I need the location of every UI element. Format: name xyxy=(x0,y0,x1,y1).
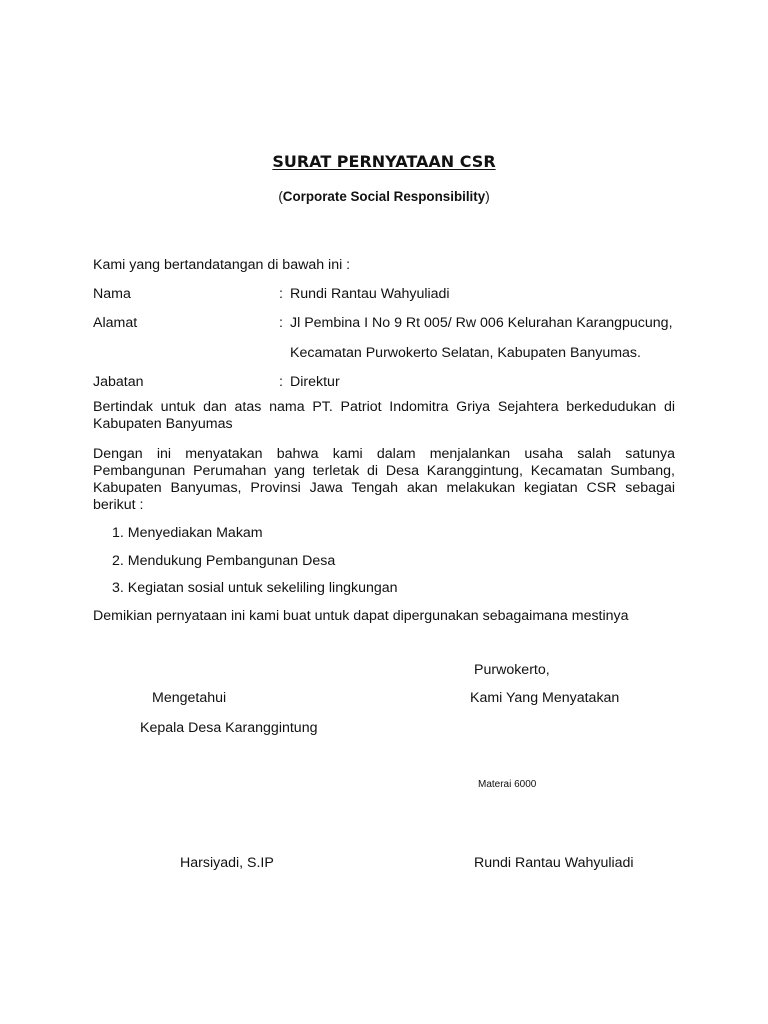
subtitle-text: Corporate Social Responsibility xyxy=(282,189,486,204)
page-title: SURAT PERNYATAAN CSR xyxy=(272,152,496,171)
left-signatory-name: Harsiyadi, S.IP xyxy=(180,855,274,871)
paragraph-pernyataan: Dengan ini menyatakan bahwa kami dalam menjalankan usaha salah satunya Pembangunan Perumahan yang terletak di Desa Karanggintung, Kecamatan Sumbang, Kabupaten Banyumas, Provinsi Jawa Tengah akan melakukan kegiatan CSR sebagai berikut : xyxy=(93,446,675,513)
right-signatory-name: Rundi Rantau Wahyuliadi xyxy=(474,855,634,871)
jabatan-label: Jabatan xyxy=(93,374,144,390)
stamp-note: Materai 6000 xyxy=(478,779,537,790)
right-signature-heading: Kami Yang Menyatakan xyxy=(470,690,620,706)
signature-place: Purwokerto, xyxy=(474,662,550,678)
left-signature-title: Kepala Desa Karanggintung xyxy=(140,720,318,736)
jabatan-value: Direktur xyxy=(290,374,340,390)
alamat-label: Alamat xyxy=(93,315,138,331)
paragraph-bertindak: Bertindak untuk dan atas nama PT. Patriot Indomitra Griya Sejahtera berkedudukan di Kabupaten Banyumas xyxy=(93,399,675,432)
list-item: 1. Menyediakan Makam xyxy=(112,525,263,541)
list-item: 2. Mendukung Pembangunan Desa xyxy=(112,553,336,569)
page-subtitle xyxy=(0,189,768,204)
alamat-line-2: Kecamatan Purwokerto Selatan, Kabupaten Banyumas. xyxy=(290,345,641,361)
intro-text: Kami yang bertandatangan di bawah ini : xyxy=(93,257,351,273)
left-signature-heading: Mengetahui xyxy=(152,690,227,706)
nama-label: Nama xyxy=(93,286,131,302)
subtitle-close-paren: ) xyxy=(485,189,490,204)
nama-value: Rundi Rantau Wahyuliadi xyxy=(290,286,450,302)
alamat-colon: : xyxy=(279,315,283,331)
list-item: 3. Kegiatan sosial untuk sekeliling lingkungan xyxy=(112,580,398,596)
jabatan-colon: : xyxy=(279,374,283,390)
nama-colon: : xyxy=(279,286,283,302)
closing-text: Demikian pernyataan ini kami buat untuk dapat dipergunakan sebagaimana mestinya xyxy=(93,608,629,624)
alamat-line-1: Jl Pembina I No 9 Rt 005/ Rw 006 Kelurahan Karangpucung, xyxy=(290,315,673,331)
subtitle-open-paren: ( xyxy=(278,189,283,204)
